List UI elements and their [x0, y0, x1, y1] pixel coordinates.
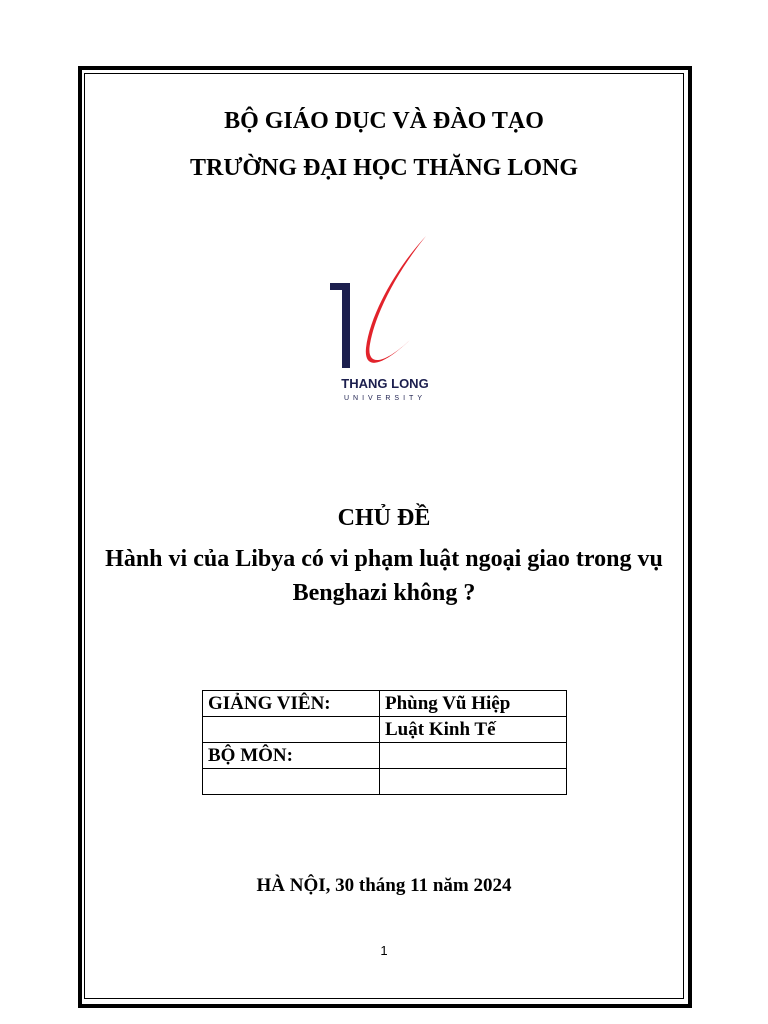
page-border-inner: [84, 73, 684, 999]
table-cell-label: [203, 769, 380, 795]
logo-name-text: THANG LONG: [341, 376, 429, 391]
table-cell-value: [380, 769, 567, 795]
school-heading: TRƯỜNG ĐẠI HỌC THĂNG LONG: [189, 155, 579, 181]
ministry-heading: BỘ GIÁO DỤC VÀ ĐÀO TẠO: [224, 108, 544, 134]
date-line: HÀ NỘI, 30 tháng 11 năm 2024: [256, 875, 512, 896]
thang-long-university-logo: [300, 228, 470, 418]
logo-sub-text: UNIVERSITY: [343, 395, 427, 402]
table-cell-value: Phùng Vũ Hiệp: [380, 691, 567, 717]
table-row: [203, 691, 567, 717]
table-cell-label: BỘ MÔN:: [203, 743, 380, 769]
table-cell-label: GIẢNG VIÊN:: [203, 691, 380, 717]
info-table: [202, 690, 567, 795]
table-cell-label: [203, 717, 380, 743]
table-cell-value: Luật Kinh Tế: [380, 717, 567, 743]
logo-navy-bar: [330, 283, 350, 368]
table-row: [203, 717, 567, 743]
table-row: [203, 769, 567, 795]
topic-title-line-1: Hành vi của Libya có vi phạm luật ngoại giao trong vụ: [105, 546, 663, 572]
table-row: [203, 743, 567, 769]
page-number: 1: [380, 943, 388, 958]
table-cell-value: [380, 743, 567, 769]
topic-title-line-2: Benghazi không ?: [292, 580, 476, 606]
topic-label: CHỦ ĐỀ: [337, 505, 431, 531]
logo-red-swoosh: [366, 236, 426, 363]
